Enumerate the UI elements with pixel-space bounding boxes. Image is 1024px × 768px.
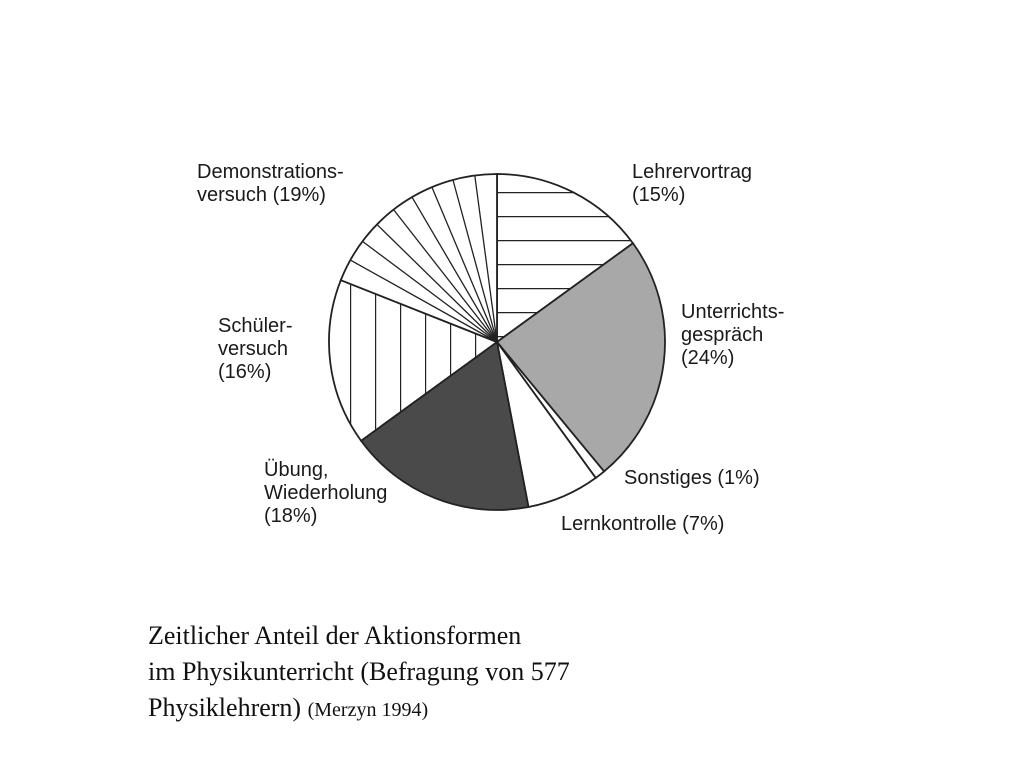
caption: [148, 618, 788, 728]
caption-line-2: im Physikunterricht (Befragung von 577: [148, 657, 570, 686]
slice-label-schuelerversuch: [218, 315, 292, 383]
caption-line-3-text: Physiklehrern): [148, 693, 302, 722]
slice-label-line: versuch (19%): [197, 184, 326, 206]
slice-label-line: (24%): [681, 347, 735, 369]
slice-label-line: Lernkontrolle (7%): [561, 513, 725, 535]
slice-label-line: (18%): [264, 505, 318, 527]
slice-label-unterrichtsgespraech: [681, 301, 784, 369]
slice-label-line: Unterrichts-: [681, 301, 785, 323]
slice-label-line: gespräch: [681, 324, 764, 346]
slice-label-line: (15%): [632, 184, 686, 206]
slice-label-sonstiges: [624, 467, 760, 489]
slice-label-lehrervortrag: [632, 161, 752, 206]
slice-label-line: Lehrervortrag: [632, 161, 753, 183]
caption-line-3: [148, 690, 788, 728]
slice-label-demonstrationsversuch: [197, 161, 344, 206]
slice-label-uebung: [264, 459, 387, 527]
slice-label-line: Übung,: [264, 459, 329, 481]
slice-label-line: Demonstrations-: [197, 161, 344, 183]
slice-label-line: (16%): [218, 361, 272, 383]
caption-line-1: Zeitlicher Anteil der Aktionsformen: [148, 621, 522, 650]
slice-label-line: versuch: [218, 338, 289, 360]
slice-label-line: Wiederholung: [264, 482, 388, 504]
slice-label-line: Schüler-: [218, 315, 293, 337]
slice-label-lernkontrolle: [561, 513, 724, 535]
slice-label-line: Sonstiges (1%): [624, 467, 760, 489]
caption-source: (Merzyn 1994): [307, 699, 429, 721]
